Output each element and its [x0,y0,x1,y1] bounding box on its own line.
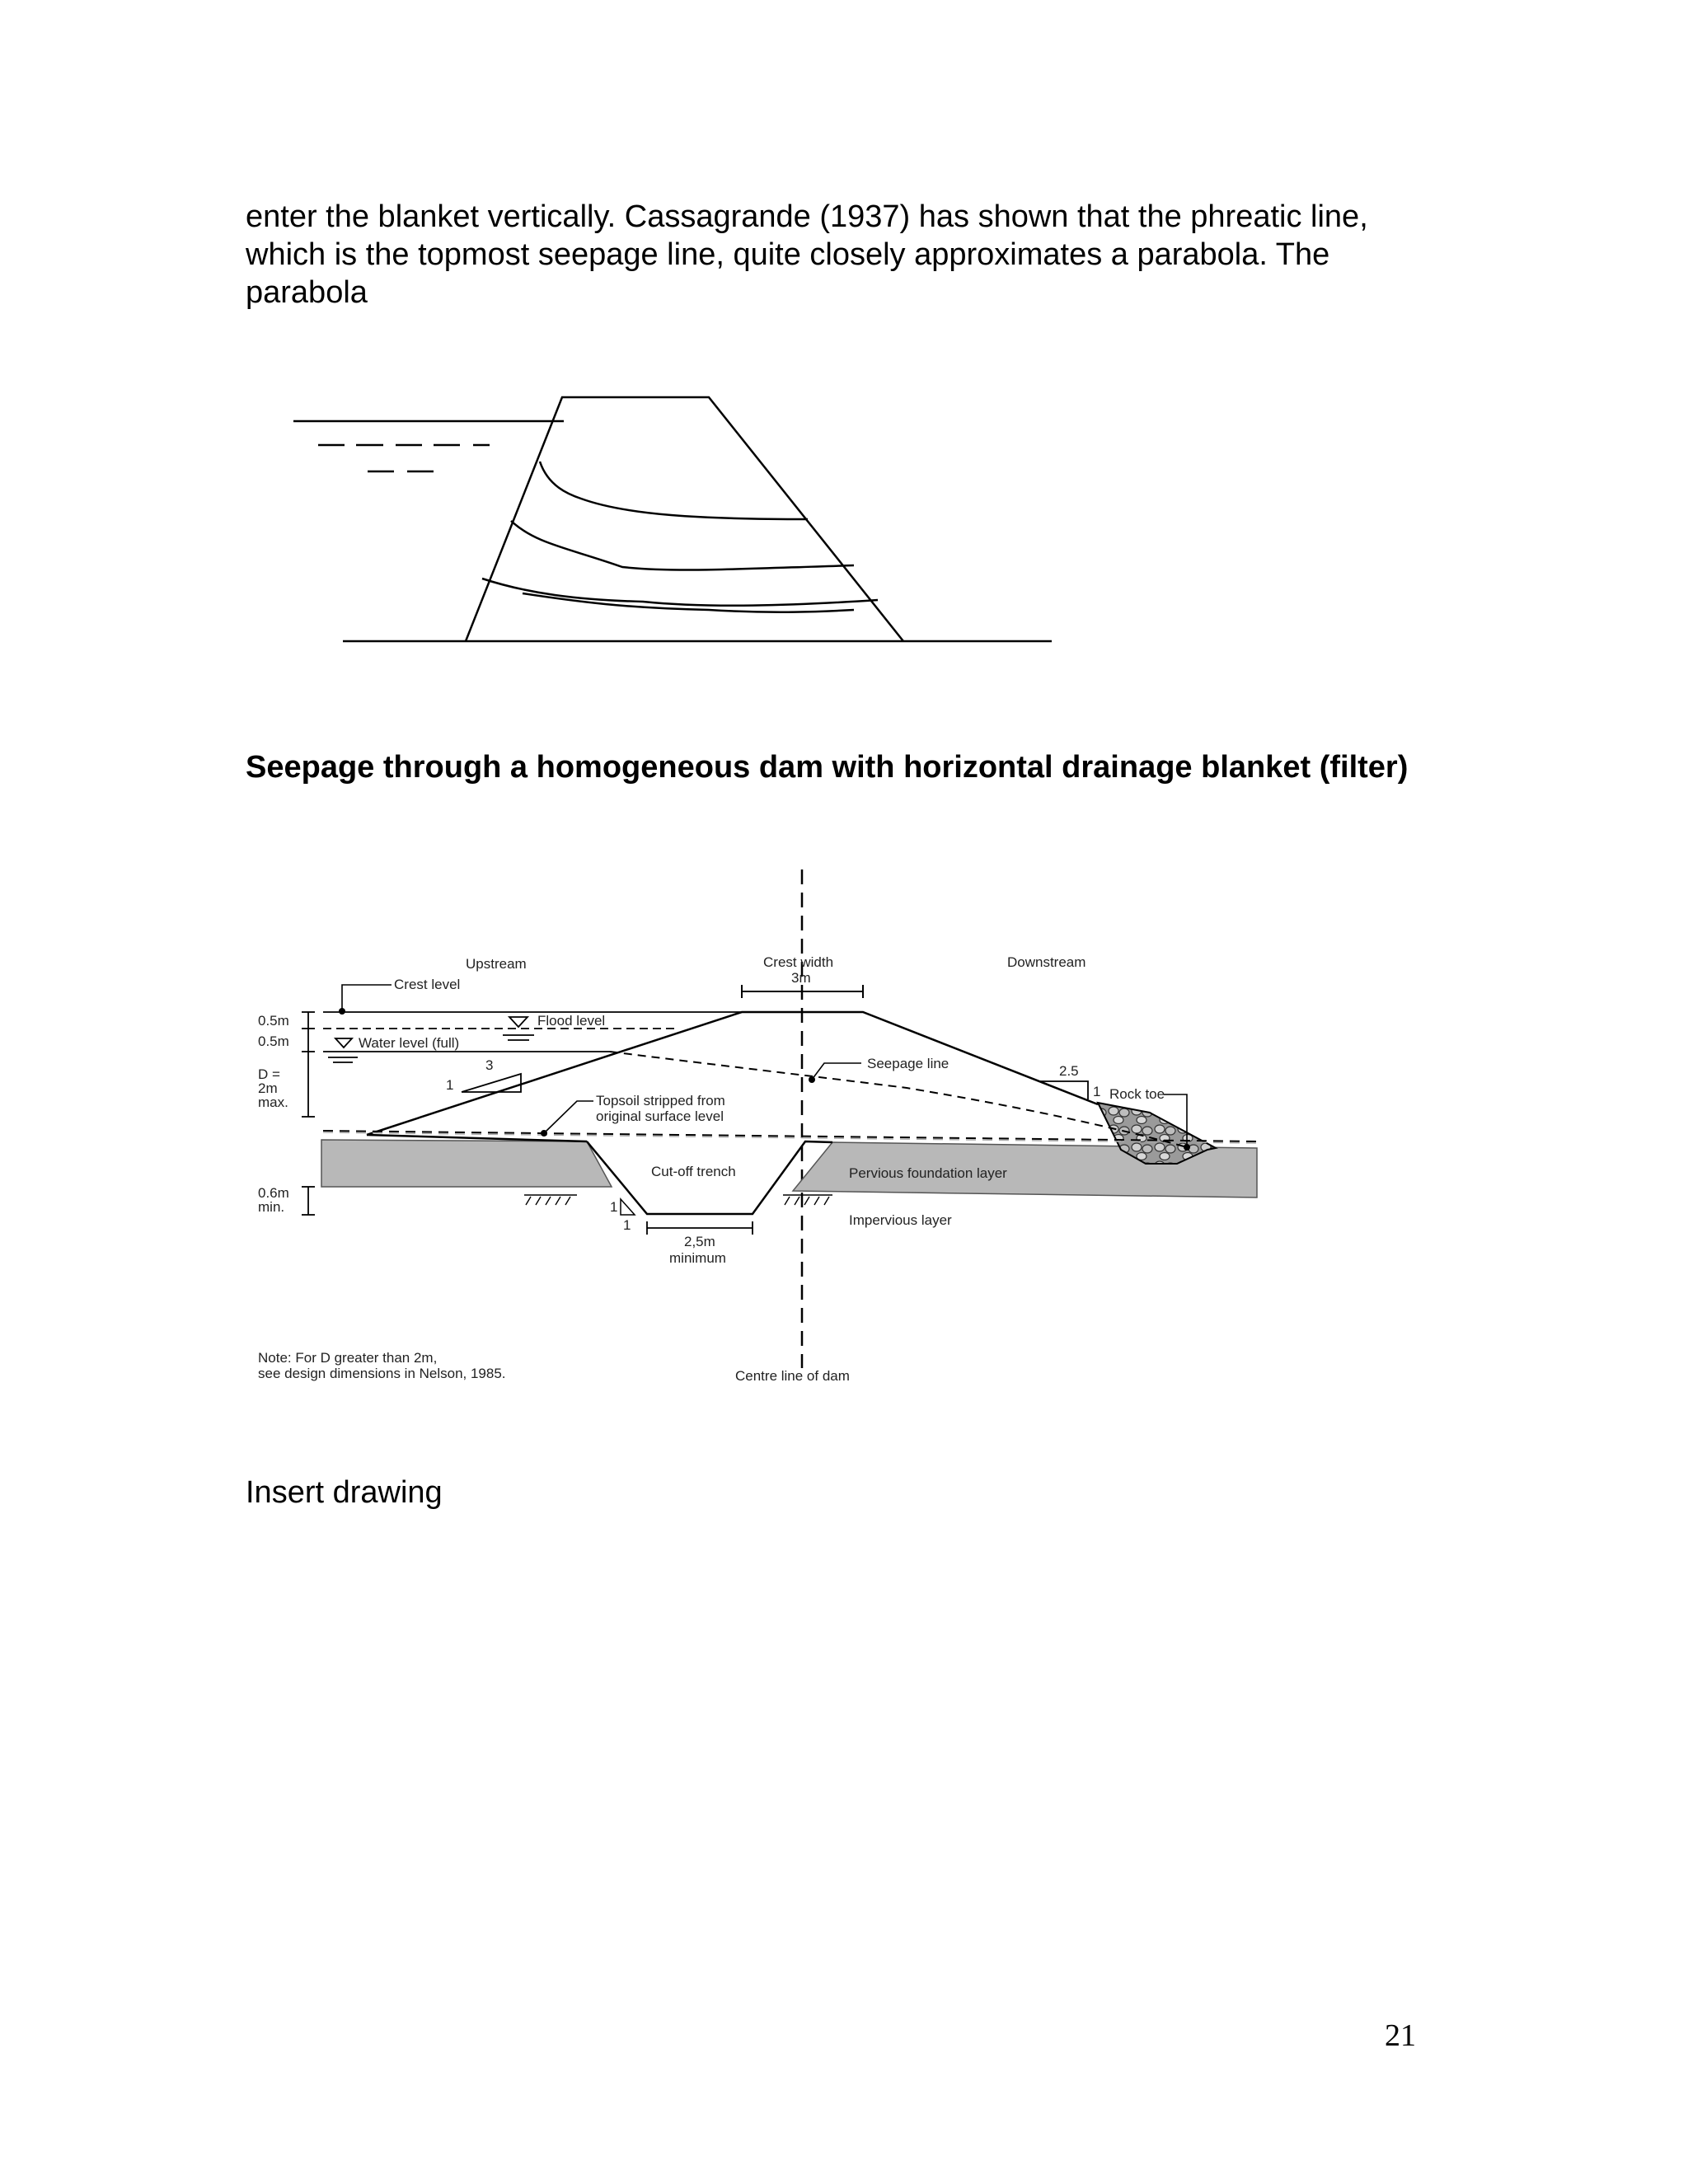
dim-label: 0.5m [258,1033,289,1049]
trench-width-min-label: minimum [669,1250,726,1266]
dim-label: D = [258,1066,280,1082]
upstream-label: Upstream [466,956,527,972]
slope-label: 1 [610,1199,618,1215]
trench-width-label: 2,5m [684,1234,715,1249]
water-level-label: Water level (full) [359,1035,460,1051]
rock-toe-label: Rock toe [1109,1086,1165,1102]
pervious-layer-label: Pervious foundation layer [849,1165,1007,1181]
dim-label: min. [258,1199,285,1215]
slope-label: 2.5 [1059,1063,1079,1079]
topsoil-label-line1: Topsoil stripped from [596,1093,725,1108]
impervious-layer-label: Impervious layer [849,1212,952,1228]
insert-drawing-text: Insert drawing [246,1475,443,1510]
note-line1: Note: For D greater than 2m, [258,1350,438,1366]
cutoff-trench-label: Cut-off trench [651,1164,736,1179]
slope-label: 1 [623,1217,631,1233]
note-line2: see design dimensions in Nelson, 1985. [258,1366,506,1381]
slope-label: 1 [1093,1084,1101,1099]
dim-label: max. [258,1094,288,1110]
downstream-label: Downstream [1007,954,1086,970]
crest-width-value: 3m [791,970,811,986]
crest-width-label: Crest width [763,954,834,970]
dim-label: 0.5m [258,1013,289,1029]
page-number: 21 [1385,2018,1416,2053]
dim-label: 0.6m [258,1185,289,1201]
dim-label: 2m [258,1080,278,1096]
seepage-line-label: Seepage line [867,1056,950,1071]
slope-label: 1 [446,1077,454,1093]
topsoil-label-line2: original surface level [596,1108,724,1124]
section-heading: Seepage through a homogeneous dam with horizontal drainage blanket (filter) [246,750,1409,785]
body-paragraph: enter the blanket vertically. Cassagrande (1937) has shown that the phreatic line, which is the topmost seepage line, quite closely approximates a parabola. The parabola [246,199,1368,310]
flood-level-label: Flood level [537,1013,606,1029]
slope-label: 3 [485,1057,494,1073]
centre-line-label: Centre line of dam [735,1368,850,1384]
pervious-foundation-layer [321,1140,1257,1197]
crest-level-label: Crest level [394,977,461,992]
